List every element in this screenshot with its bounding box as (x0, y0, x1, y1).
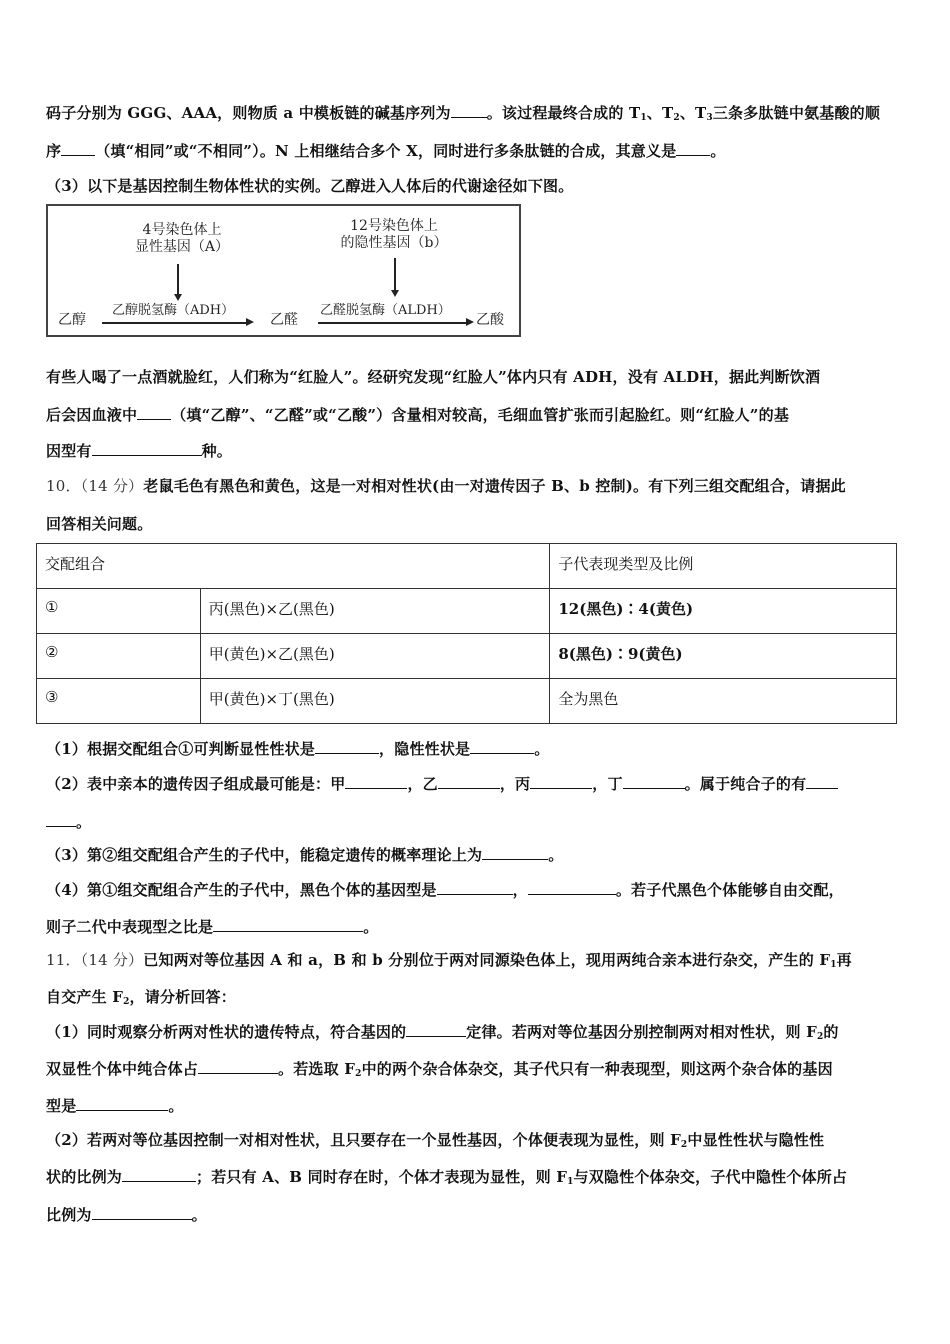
text: 、T (646, 104, 674, 122)
q11-line-1 (46, 950, 908, 970)
gene-a-label-1: 4号染色体上 (142, 222, 222, 238)
text: 。 (710, 142, 726, 160)
text: 。该过程最终合成的 T (486, 104, 641, 122)
q10-part-3 (46, 845, 908, 865)
answer-blank[interactable] (528, 880, 616, 895)
arrow-head-icon (174, 294, 182, 301)
q10-part-4-cont (46, 917, 908, 937)
text: 三条多肽链中氨基酸的顺 (712, 104, 881, 122)
row-result: 全为黑色 (550, 679, 897, 724)
text: 。 (548, 846, 564, 864)
text: （3）以下是基因控制生物体性状的实例。乙醇进入人体后的代谢途径如下图。 (46, 177, 574, 195)
text: 回答相关问题。 (46, 515, 153, 533)
text: 种。 (201, 442, 233, 460)
q10-line-2 (46, 514, 908, 534)
text: ， (512, 881, 528, 899)
question-number: 11．（14 分） (46, 951, 144, 969)
text: 中显性性状与隐性性 (687, 1131, 825, 1149)
q10-line-1 (46, 476, 908, 496)
arrow-head-icon (466, 318, 474, 326)
q11-part-1 (46, 1022, 908, 1042)
text: 序 (46, 142, 62, 160)
text: ，乙 (407, 775, 438, 793)
answer-blank[interactable] (137, 405, 171, 420)
answer-blank[interactable] (92, 441, 202, 456)
arrow-head-icon (391, 290, 399, 297)
gene-a-label-2: 显性基因（A） (134, 239, 230, 255)
table-row (37, 589, 897, 634)
answer-blank[interactable] (345, 774, 407, 789)
ethanol-label: 乙醇 (58, 312, 86, 328)
enzyme-adh-label: 乙醇脱氢酶（ADH） (112, 303, 235, 318)
text: （1）同时观察分析两对性状的遗传特点，符合基因的 (46, 1023, 407, 1041)
q11-part-2-line-3 (46, 1205, 908, 1225)
text: 比例为 (46, 1206, 92, 1224)
answer-blank[interactable] (406, 1022, 466, 1037)
text: 。属于纯合子的有 (684, 775, 807, 793)
text: 与双隐性个体杂交，子代中隐性个体所占 (573, 1168, 848, 1186)
text: （2）若两对等位基因控制一对相对性状，且只要存在一个显性基因，个体便表现为显性，则 F (46, 1131, 681, 1149)
text: （3）第②组交配组合产生的子代中，能稳定遗传的概率理论上为 (46, 846, 483, 864)
answer-blank[interactable] (76, 1096, 168, 1111)
text: 因型有 (46, 442, 92, 460)
gene-b-label-1: 12号染色体上 (350, 218, 438, 234)
arrow-right-2 (318, 322, 468, 324)
subscript: 1 (830, 960, 837, 970)
text: 状的比例为 (46, 1168, 123, 1186)
q9-text-line-1 (46, 367, 908, 387)
acetic-acid-label: 乙酸 (476, 312, 504, 328)
answer-blank[interactable] (482, 845, 548, 860)
subscript: 1 (640, 113, 647, 123)
row-id: ③ (37, 679, 201, 724)
acetaldehyde-label: 乙醛 (270, 312, 298, 328)
text: 。 (534, 740, 550, 758)
answer-blank[interactable] (806, 774, 838, 789)
text: 码子分别为 GGG、AAA，则物质 a 中模板链的碱基序列为 (46, 104, 451, 122)
q9-part-3 (46, 176, 908, 196)
question-number: 10．（14 分） (46, 477, 144, 495)
answer-blank[interactable] (451, 103, 487, 118)
arrow-head-icon (246, 318, 254, 326)
text: 。若选取 F (278, 1060, 356, 1078)
q10-part-2 (46, 774, 908, 794)
table-row (37, 634, 897, 679)
arrow-down-a (177, 264, 179, 296)
answer-blank[interactable] (530, 774, 592, 789)
answer-blank[interactable] (315, 739, 379, 754)
answer-blank[interactable] (122, 1167, 196, 1182)
answer-blank[interactable] (213, 917, 363, 932)
ethanol-metabolism-diagram (46, 204, 521, 337)
q11-part-2 (46, 1130, 908, 1150)
text: ；若只有 A、B 同时存在时，个体才表现为显性，则 F (196, 1168, 568, 1186)
answer-blank[interactable] (437, 880, 513, 895)
row-cross: 丙(黑色)×乙(黑色) (200, 589, 550, 634)
q11-part-1-line-3 (46, 1096, 908, 1116)
text: 后会因血液中 (46, 406, 138, 424)
answer-blank[interactable] (676, 141, 710, 156)
row-id: ② (37, 634, 201, 679)
row-cross: 甲(黄色)×乙(黑色) (200, 634, 550, 679)
text: 。 (168, 1097, 184, 1115)
gene-b-label-2: 的隐性基因（b） (340, 235, 448, 251)
header-cross: 交配组合 (37, 544, 550, 589)
q11-part-1-line-2 (46, 1059, 908, 1079)
answer-blank[interactable] (198, 1059, 278, 1074)
q10-part-4 (46, 880, 908, 900)
q10-part-2-cont (46, 812, 908, 832)
text: ，请分析回答： (129, 988, 236, 1006)
text: 中的两个杂合体杂交，其子代只有一种表现型，则这两个杂合体的基因 (361, 1060, 833, 1078)
arrow-down-b (394, 258, 396, 292)
q9-line-1 (46, 103, 908, 123)
answer-blank[interactable] (470, 739, 534, 754)
text: 自交产生 F (46, 988, 124, 1006)
text: 则子二代中表现型之比是 (46, 918, 214, 936)
answer-blank[interactable] (92, 1205, 192, 1220)
text: （1）根据交配组合①可判断显性性状是 (46, 740, 316, 758)
text: （填“相同”或“不相同”）。N 上相继结合多个 X，同时进行多条肽链的合成，其意义是 (95, 142, 677, 160)
answer-blank[interactable] (61, 141, 95, 156)
table-header-row (37, 544, 897, 589)
text: （4）第①组交配组合产生的子代中，黑色个体的基因型是 (46, 881, 437, 899)
text: 、T (679, 104, 707, 122)
text: 。 (76, 813, 92, 831)
text: 的 (823, 1023, 839, 1041)
subscript: 2 (816, 1032, 824, 1042)
q9-line-2 (46, 141, 908, 161)
row-cross: 甲(黄色)×丁(黑色) (200, 679, 550, 724)
cross-results-table (36, 543, 897, 724)
table-row (37, 679, 897, 724)
enzyme-aldh-label: 乙醛脱氢酶（ALDH） (320, 303, 451, 318)
q11-part-2-line-2 (46, 1167, 908, 1187)
q9-text-line-3 (46, 441, 908, 461)
header-offspring: 子代表现类型及比例 (550, 544, 897, 589)
text: 双显性个体中纯合体占 (46, 1060, 199, 1078)
row-result: 8(黑色)∶9(黄色) (550, 634, 897, 679)
text: 。若子代黑色个体能够自由交配， (615, 881, 844, 899)
subscript: 2 (355, 1069, 362, 1079)
text: ，隐性性状是 (379, 740, 471, 758)
q10-part-1 (46, 739, 908, 759)
text: 型是 (46, 1097, 77, 1115)
answer-blank[interactable] (623, 774, 685, 789)
q11-line-2 (46, 987, 908, 1007)
q9-text-line-2 (46, 405, 908, 425)
answer-blank[interactable] (46, 812, 76, 827)
text: 。 (363, 918, 379, 936)
text: 老鼠毛色有黑色和黄色，这是一对相对性状(由一对遗传因子 B、b 控制)。有下列三组交配组合，请据此 (143, 477, 846, 495)
subscript: 2 (673, 113, 680, 123)
text: 有些人喝了一点酒就脸红，人们称为“红脸人”。经研究发现“红脸人”体内只有 ADH，没有 ALDH，据此判断饮酒 (46, 368, 821, 386)
row-result: 12(黑色)∶4(黄色) (550, 589, 897, 634)
arrow-right-1 (102, 322, 248, 324)
text: （填“乙醇”、“乙醛”或“乙酸”）含量相对较高，毛细血管扩张而引起脸红。则“红脸人”的基 (171, 406, 790, 424)
text: （2）表中亲本的遗传因子组成最可能是：甲 (46, 775, 346, 793)
subscript: 2 (123, 997, 130, 1007)
text: 。 (191, 1206, 207, 1224)
text: ，丁 (592, 775, 623, 793)
text: 再 (836, 951, 852, 969)
answer-blank[interactable] (438, 774, 500, 789)
text: 定律。若两对等位基因分别控制两对相对性状，则 F (466, 1023, 817, 1041)
row-id: ① (37, 589, 201, 634)
subscript: 3 (706, 113, 713, 123)
text: ，丙 (499, 775, 531, 793)
subscript: 1 (567, 1177, 574, 1187)
text: 已知两对等位基因 A 和 a，B 和 b 分别位于两对同源染色体上，现用两纯合亲本进行杂交，产生的 F (143, 951, 831, 969)
subscript: 2 (680, 1140, 688, 1150)
